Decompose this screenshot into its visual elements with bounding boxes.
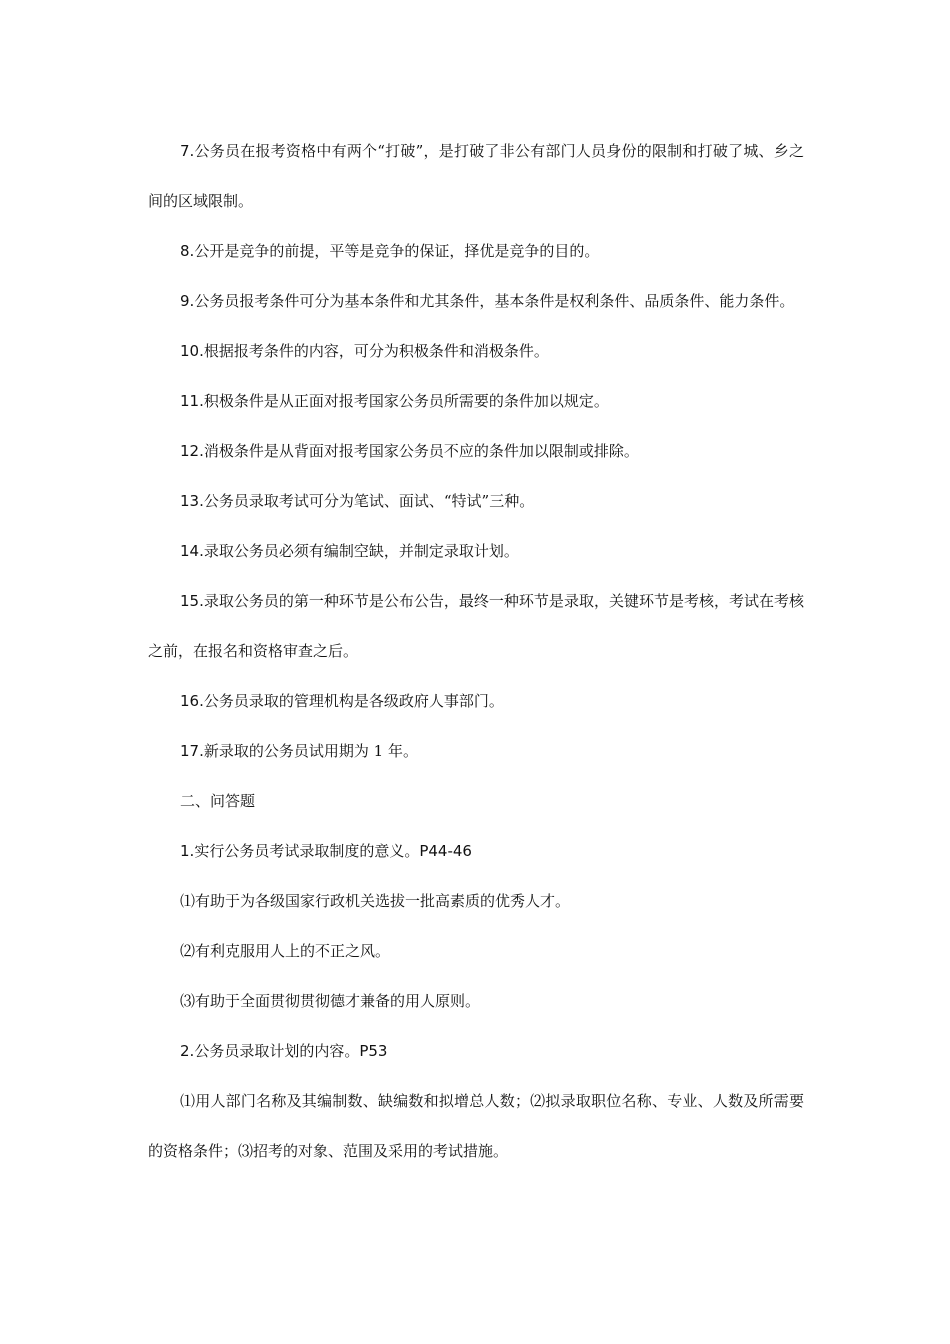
- paragraph-text: 公务员录取计划的内容。P53: [194, 1042, 388, 1060]
- item-number: 14.: [180, 542, 204, 560]
- item-number: 17.: [180, 742, 204, 760]
- paragraph-item-10: [148, 326, 804, 376]
- item-number: 11.: [180, 392, 204, 410]
- question-1: [148, 826, 804, 876]
- item-number: 10.: [180, 342, 204, 360]
- paragraph-text: 二、问答题: [180, 792, 256, 810]
- paragraph-item-11: [148, 376, 804, 426]
- paragraph-text: ⑴有助于为各级国家行政机关选拔一批高素质的优秀人才。: [180, 892, 571, 910]
- document-body: [148, 126, 804, 1176]
- paragraph-item-9: [148, 276, 804, 326]
- question-2: [148, 1026, 804, 1076]
- item-number: 13.: [180, 492, 204, 510]
- paragraph-item-16: [148, 676, 804, 726]
- answer-point-1: [148, 876, 804, 926]
- item-number: 1.: [180, 842, 195, 860]
- answer-point-3: [148, 976, 804, 1026]
- paragraph-text: 新录取的公务员试用期为 1 年。: [203, 742, 418, 760]
- paragraph-item-14: [148, 526, 804, 576]
- paragraph-text: 根据报考条件的内容，可分为积极条件和消极条件。: [203, 342, 549, 360]
- paragraph-text: 录取公务员必须有编制空缺，并制定录取计划。: [203, 542, 519, 560]
- answer-point-2: [148, 926, 804, 976]
- item-number: 7.: [180, 142, 195, 160]
- item-number: 15.: [180, 592, 204, 610]
- paragraph-text: 实行公务员考试录取制度的意义。P44-46: [194, 842, 472, 860]
- paragraph-text: 录取公务员的第一种环节是公布公告，最终一种环节是录取，关键环节是考核，考试在考核之前，在报名和资格审查之后。: [148, 592, 804, 660]
- answer-paragraph: [148, 1076, 804, 1176]
- paragraph-text: 公务员在报考资格中有两个“打破”，是打破了非公有部门人员身份的限制和打破了城、乡之间的区域限制。: [148, 142, 804, 210]
- paragraph-item-8: [148, 226, 804, 276]
- paragraph-text: 积极条件是从正面对报考国家公务员所需要的条件加以规定。: [203, 392, 609, 410]
- paragraph-text: ⑵有利克服用人上的不正之风。: [180, 942, 391, 960]
- item-number: 9.: [180, 292, 195, 310]
- item-number: 2.: [180, 1042, 195, 1060]
- paragraph-item-15: [148, 576, 804, 676]
- item-number: 12.: [180, 442, 204, 460]
- item-number: 8.: [180, 242, 195, 260]
- paragraph-text: ⑶有助于全面贯彻贯彻德才兼备的用人原则。: [180, 992, 481, 1010]
- paragraph-item-12: [148, 426, 804, 476]
- paragraph-text: 公务员录取考试可分为笔试、面试、“特试”三种。: [203, 492, 535, 510]
- paragraph-item-7: [148, 126, 804, 226]
- paragraph-text: 公务员报考条件可分为基本条件和尤其条件，基本条件是权利条件、品质条件、能力条件。: [194, 292, 795, 310]
- paragraph-text: 公开是竞争的前提，平等是竞争的保证，择优是竞争的目的。: [194, 242, 600, 260]
- section-heading: [148, 776, 804, 826]
- item-number: 16.: [180, 692, 204, 710]
- paragraph-text: 公务员录取的管理机构是各级政府人事部门。: [203, 692, 504, 710]
- paragraph-item-13: [148, 476, 804, 526]
- paragraph-item-17: [148, 726, 804, 776]
- paragraph-text: 消极条件是从背面对报考国家公务员不应的条件加以限制或排除。: [203, 442, 639, 460]
- paragraph-text: ⑴用人部门名称及其编制数、缺编数和拟增总人数；⑵拟录取职位名称、专业、人数及所需要的资格条件；⑶招考的对象、范围及采用的考试措施。: [148, 1092, 804, 1160]
